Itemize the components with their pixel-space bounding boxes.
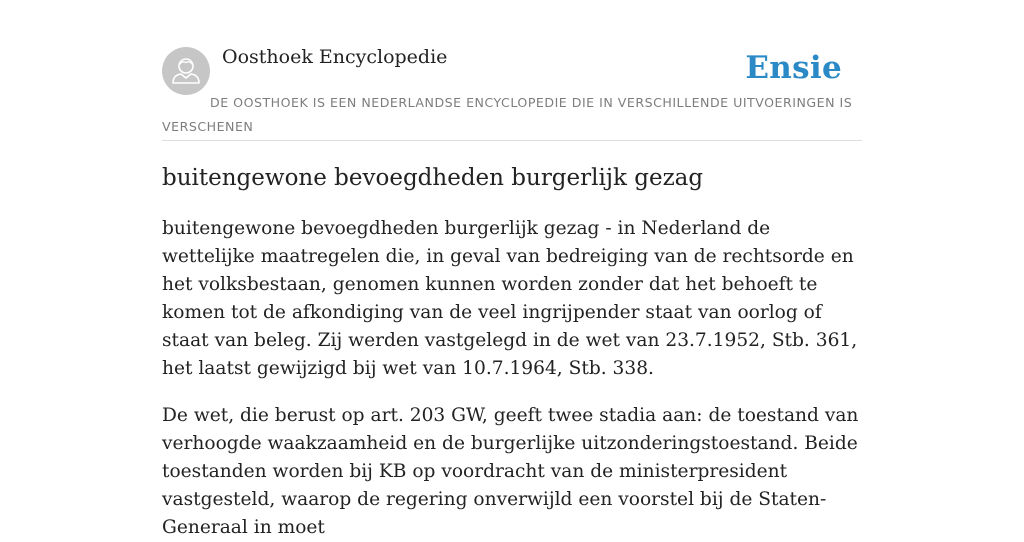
article-paragraph: buitengewone bevoegdheden burgerlijk gezag - in Nederland de wettelijke maatregelen die, in geval van bedreiging van de rechtsorde en het volksbestaan, genomen kunnen worden zonder dat het behoeft te komen tot de afkondiging van de veel ingrijpender staat van oorlog of staat van beleg. Zij werden vastgelegd in de wet van 23.7.1952, Stb. 361, het laatst gewijzigd bij wet van 10.7.1964, Stb. 338. — [162, 218, 858, 379]
article-body — [162, 160, 862, 542]
source-description: DE OOSTHOEK IS EEN NEDERLANDSE ENCYCLOPEDIE DIE IN VERSCHILLENDE UITVOERINGEN IS VERSCHENEN — [162, 95, 853, 134]
source-name-link[interactable]: Oosthoek Encyclopedie — [222, 46, 448, 68]
brand-logo[interactable]: Ensie — [745, 50, 842, 86]
article-title: buitengewone bevoegdheden burgerlijk gezag — [162, 165, 704, 191]
article-paragraph: De wet, die berust op art. 203 GW, geeft twee stadia aan: de toestand van verhoogde waakzaamheid en de burgerlijke uitzonderingstoestand. Beide toestanden worden bij KB op voordracht van de ministerpresident vastgesteld, waarop de regering onverwijld een voorstel bij de Staten-Generaal in moet — [162, 405, 859, 538]
source-header — [162, 44, 862, 141]
user-icon[interactable] — [162, 47, 210, 95]
